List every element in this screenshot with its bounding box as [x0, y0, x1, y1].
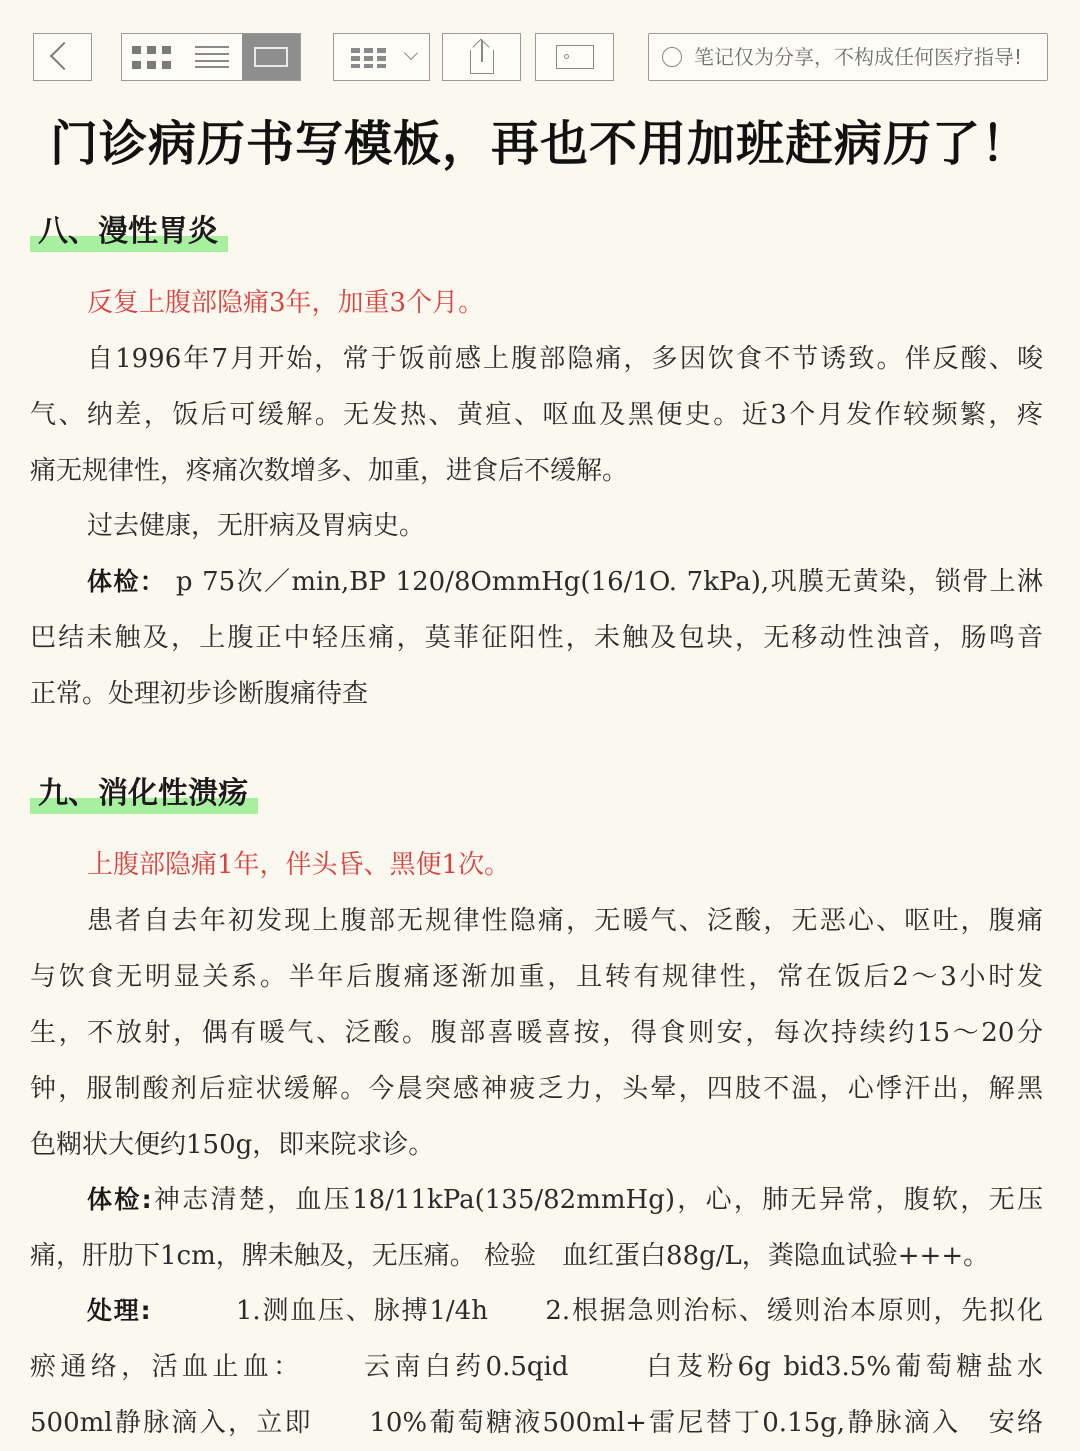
history-paragraph — [30, 331, 1043, 499]
share-button[interactable] — [442, 33, 521, 81]
thumbnails-icon — [351, 48, 387, 68]
page-icon — [254, 47, 288, 67]
list-icon — [195, 46, 229, 68]
text-line: 钟，服制酸剂后症状缓解。今晨突感神疲乏力，头晕，四肢不温，心悸汗出，解黑 — [30, 1074, 1043, 1104]
list-view-button[interactable] — [182, 34, 242, 80]
text-line: 瘀通络，活血止血： 云南白药0.5qid 白芨粉6g bid3.5%葡萄糖盐水 — [30, 1352, 1043, 1382]
section-heading: 九、消化性溃疡 — [30, 774, 258, 814]
exam-label: 体检: — [87, 1185, 152, 1214]
text-line: 自1996年7月开始，常于饭前感上腹部隐痛，多因饮食不节诱致。伴反酸、唆 — [87, 344, 1043, 374]
text-line: 生，不放射，偶有暖气、泛酸。腹部喜暖喜按，得食则安，每次持续约15～20分 — [30, 1018, 1043, 1048]
exam-label: 体检： — [87, 567, 167, 596]
search-field[interactable] — [648, 33, 1048, 81]
grid-icon — [132, 46, 172, 70]
text-line: 痛无规律性，疼痛次数增多、加重，进食后不缓解。 — [30, 456, 629, 486]
chief-complaint: 反复上腹部隐痛3年，加重3个月。 — [87, 288, 485, 318]
text-line — [30, 1172, 1043, 1228]
history-paragraph — [30, 893, 1043, 1173]
text-line: 气、纳差，饭后可缓解。无发热、黄疸、呕血及黑便史。近3个月发作较频繁，疼 — [30, 400, 1043, 430]
chevron-down-icon — [404, 46, 418, 60]
search-icon — [662, 47, 682, 67]
single-page-view-button[interactable] — [242, 34, 300, 80]
exam-text: 神志清楚，血压18/11kPa(135/82mmHg)，心，肺无异常，腹软，无压 — [151, 1185, 1043, 1215]
text-line: 巴结未触及，上腹正中轻压痛，莫菲征阳性，未触及包块，无移动性浊音，肠鸣音 — [30, 623, 1043, 653]
chief-complaint: 上腹部隐痛1年，伴头昏、黑便1次。 — [87, 850, 511, 880]
treatment-label: 处理: — [87, 1296, 151, 1325]
past-history — [30, 498, 1043, 554]
toolbar — [33, 33, 1048, 83]
text-line: 过去健康，无肝病及胃病史。 — [87, 511, 426, 541]
exam-text: p 75次／min,BP 120/8OmmHg(16/1O. 7kPa),巩膜无黄染，锁骨上淋 — [175, 567, 1044, 597]
text-line — [30, 554, 1043, 610]
chevron-left-icon — [50, 42, 78, 70]
text-line: 正常。处理初步诊断腹痛待查 — [30, 679, 369, 709]
text-line: 色糊状大便约150g，即来院求诊。 — [30, 1130, 435, 1160]
grid-view-button[interactable] — [122, 34, 182, 80]
search-placeholder: 笔记仅为分享，不构成任何医疗指导! — [694, 45, 1023, 69]
treatment-paragraph — [30, 1283, 1043, 1451]
text-line: 痛，肝肋下1cm，脾未触及，无压痛。 检验 血红蛋白88g/L，粪隐血试验+++。 — [30, 1241, 990, 1271]
text-line: 500ml静脉滴入，立即 10%葡萄糖液500ml+雷尼替丁0.15g,静脉滴入 安络 — [30, 1408, 1043, 1438]
treatment-text: 1.测血压、脉搏1/4h 2.根据急则治标、缓则治本原则，先拟化 — [235, 1296, 1043, 1326]
text-line: 患者自去年初发现上腹部无规律性隐痛，无暖气、泛酸，无恶心、呕吐，腹痛 — [87, 906, 1043, 936]
back-button[interactable] — [33, 33, 92, 81]
frame-button[interactable] — [535, 33, 614, 81]
text-line — [30, 1283, 1043, 1339]
view-mode-switcher — [121, 33, 301, 81]
layout-dropdown[interactable] — [333, 33, 430, 81]
exam-paragraph — [30, 1172, 1043, 1284]
frame-icon — [556, 45, 594, 69]
frame-dot — [564, 54, 569, 59]
section-heading: 八、漫性胃炎 — [30, 212, 228, 252]
exam-paragraph — [30, 554, 1043, 722]
text-line: 与饮食无明显关系。半年后腹痛逐渐加重，且转有规律性，常在饭后2～3小时发 — [30, 962, 1043, 992]
page-title: 门诊病历书写模板，再也不用加班赶病历了！ — [49, 116, 1030, 172]
